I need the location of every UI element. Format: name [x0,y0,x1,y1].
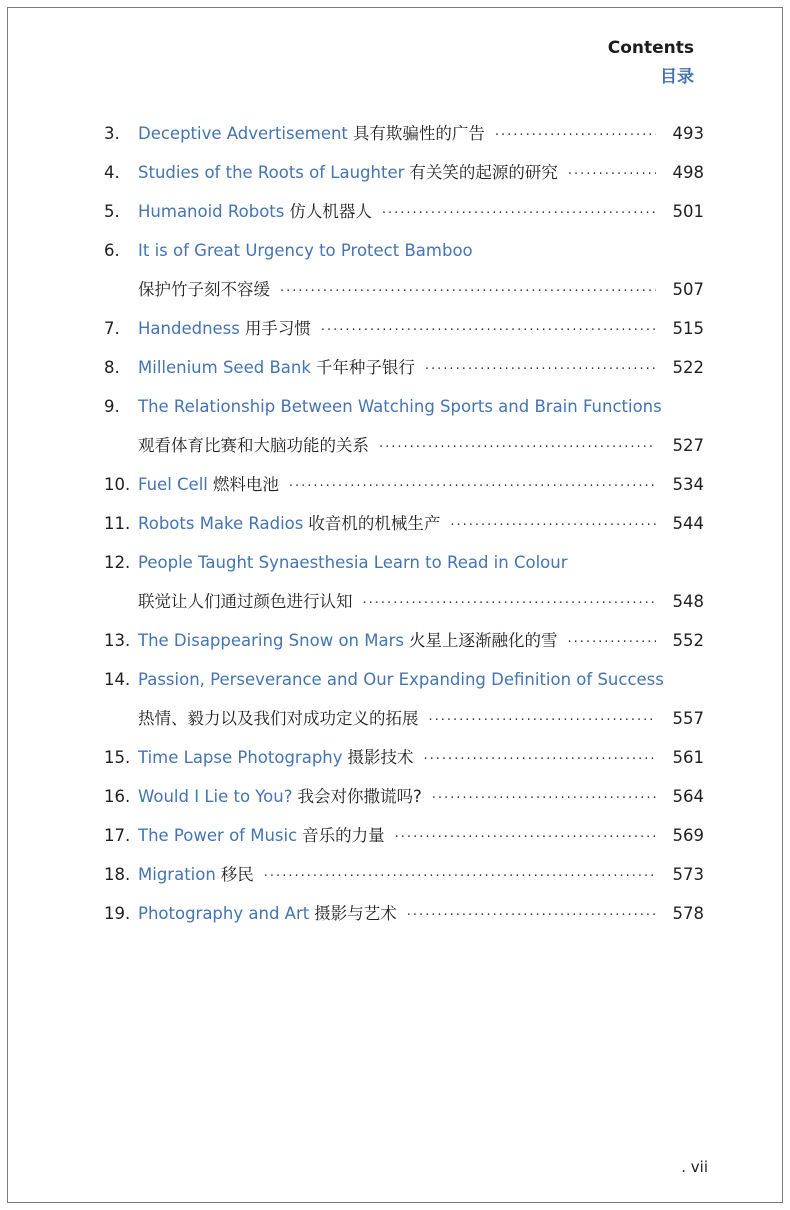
contents-title: Contents [607,38,694,58]
entry-page-number: 561 [672,748,704,767]
entry-title-zh: 有关笑的起源的研究 [409,163,558,182]
dot-leader [568,155,656,194]
entry-number: 9. [104,397,120,416]
toc-entry-5[interactable] [104,192,704,231]
entry-number: 14. [104,670,131,689]
entry-title-en: It is of Great Urgency to Protect Bamboo [138,241,473,260]
entry-title-zh: 用手习惯 [244,319,311,338]
entry-title-zh: 观看体育比赛和大脑功能的关系 [138,436,369,455]
toc-entry-12-continuation[interactable] [104,582,704,621]
entry-title-en: The Relationship Between Watching Sports and Brain Functions [138,397,662,416]
entry-page-number: 569 [672,826,704,845]
entry-page-number: 522 [672,358,704,377]
entry-title-en: Fuel Cell [138,475,208,494]
toc-entry-6-continuation[interactable] [104,270,704,309]
entry-title-zh: 联觉让人们通过颜色进行认知 [138,592,353,611]
entry-title-en: Passion, Perseverance and Our Expanding Definition of Success [138,670,664,689]
toc-entry-17[interactable] [104,816,704,855]
entry-title-en: The Power of Music [138,826,298,845]
entry-title-zh: 收音机的机械生产 [308,514,441,533]
entry-page-number: 493 [672,124,704,143]
entry-title-en: Millenium Seed Bank [138,358,311,377]
toc-entry-18[interactable] [104,855,704,894]
dot-leader [382,194,656,233]
entry-title-zh: 我会对你撒谎吗? [297,787,422,806]
entry-number: 12. [104,553,131,572]
entry-page-number: 534 [672,475,704,494]
entry-title-en: Migration [138,865,216,884]
entry-title-en: People Taught Synaesthesia Learn to Read in Colour [138,553,568,572]
entry-title-en: Would I Lie to You? [138,787,293,806]
entry-page-number: 501 [672,202,704,221]
toc-entry-11[interactable] [104,504,704,543]
entry-title-zh: 仿人机器人 [289,202,372,221]
entry-page-number: 573 [672,865,704,884]
entry-page-number: 564 [672,787,704,806]
entry-title-en: Humanoid Robots [138,202,285,221]
entry-title-zh: 燃料电池 [212,475,279,494]
entry-title-en: Time Lapse Photography [138,748,343,767]
toc-entry-9-continuation[interactable] [104,426,704,465]
dot-leader [567,623,656,662]
entry-title-en: Handedness [138,319,240,338]
dot-leader [450,506,656,545]
entry-number: 10. [104,475,131,494]
entry-page-number: 507 [672,280,704,299]
dot-leader [432,779,656,818]
entry-page-number: 527 [672,436,704,455]
toc-entry-6[interactable] [104,231,704,270]
entry-title-zh: 千年种子银行 [315,358,415,377]
entry-title-en: Studies of the Roots of Laughter [138,163,405,182]
entry-title-zh: 摄影技术 [347,748,414,767]
entry-title-en: The Disappearing Snow on Mars [138,631,404,650]
entry-number: 18. [104,865,131,884]
toc-entry-3[interactable] [104,114,704,153]
entry-number: 6. [104,241,120,260]
dot-leader [363,584,657,623]
toc-entry-8[interactable] [104,348,704,387]
table-of-contents [104,114,704,933]
toc-entry-12[interactable] [104,543,704,582]
entry-title-en: Deceptive Advertisement [138,124,348,143]
dot-leader [395,818,656,857]
entry-number: 13. [104,631,131,650]
entry-page-number: 544 [672,514,704,533]
entry-page-number: 578 [672,904,704,923]
toc-entry-9[interactable] [104,387,704,426]
entry-number: 11. [104,514,131,533]
entry-number: 8. [104,358,120,377]
entry-title-zh: 火星上逐渐融化的雪 [408,631,558,650]
contents-title-chinese: 目录 [660,67,694,87]
entry-page-number: 498 [672,163,704,182]
dot-leader [264,857,656,896]
entry-number: 17. [104,826,131,845]
entry-title-en: Photography and Art [138,904,310,923]
entry-title-zh: 摄影与艺术 [314,904,397,923]
toc-entry-14-continuation[interactable] [104,699,704,738]
page-folio: . vii [681,1158,708,1176]
toc-entry-4[interactable] [104,153,704,192]
toc-entry-10[interactable] [104,465,704,504]
toc-entry-13[interactable] [104,621,704,660]
toc-entry-15[interactable] [104,738,704,777]
entry-page-number: 552 [672,631,704,650]
toc-entry-16[interactable] [104,777,704,816]
dot-leader [280,272,656,311]
entry-title-zh: 音乐的力量 [302,826,385,845]
entry-title-zh: 保护竹子刻不容缓 [138,280,270,299]
entry-page-number: 515 [672,319,704,338]
entry-number: 4. [104,163,120,182]
entry-number: 3. [104,124,120,143]
dot-leader [424,740,656,779]
entry-page-number: 548 [672,592,704,611]
dot-leader [379,428,656,467]
entry-page-number: 557 [672,709,704,728]
entry-title-zh: 移民 [220,865,254,884]
entry-title-zh: 热情、毅力以及我们对成功定义的拓展 [138,709,419,728]
toc-entry-19[interactable] [104,894,704,933]
entry-title-en: Robots Make Radios [138,514,304,533]
entry-title-zh: 具有欺骗性的广告 [352,124,485,143]
dot-leader [407,896,656,935]
entry-number: 15. [104,748,131,767]
entry-number: 5. [104,202,120,221]
dot-leader [321,311,656,350]
dot-leader [289,467,656,506]
entry-number: 19. [104,904,131,923]
dot-leader [425,350,656,389]
dot-leader [495,116,656,155]
toc-entry-7[interactable] [104,309,704,348]
entry-number: 7. [104,319,120,338]
book-page [7,7,783,1203]
toc-entry-14[interactable] [104,660,704,699]
entry-number: 16. [104,787,131,806]
dot-leader [429,701,657,740]
